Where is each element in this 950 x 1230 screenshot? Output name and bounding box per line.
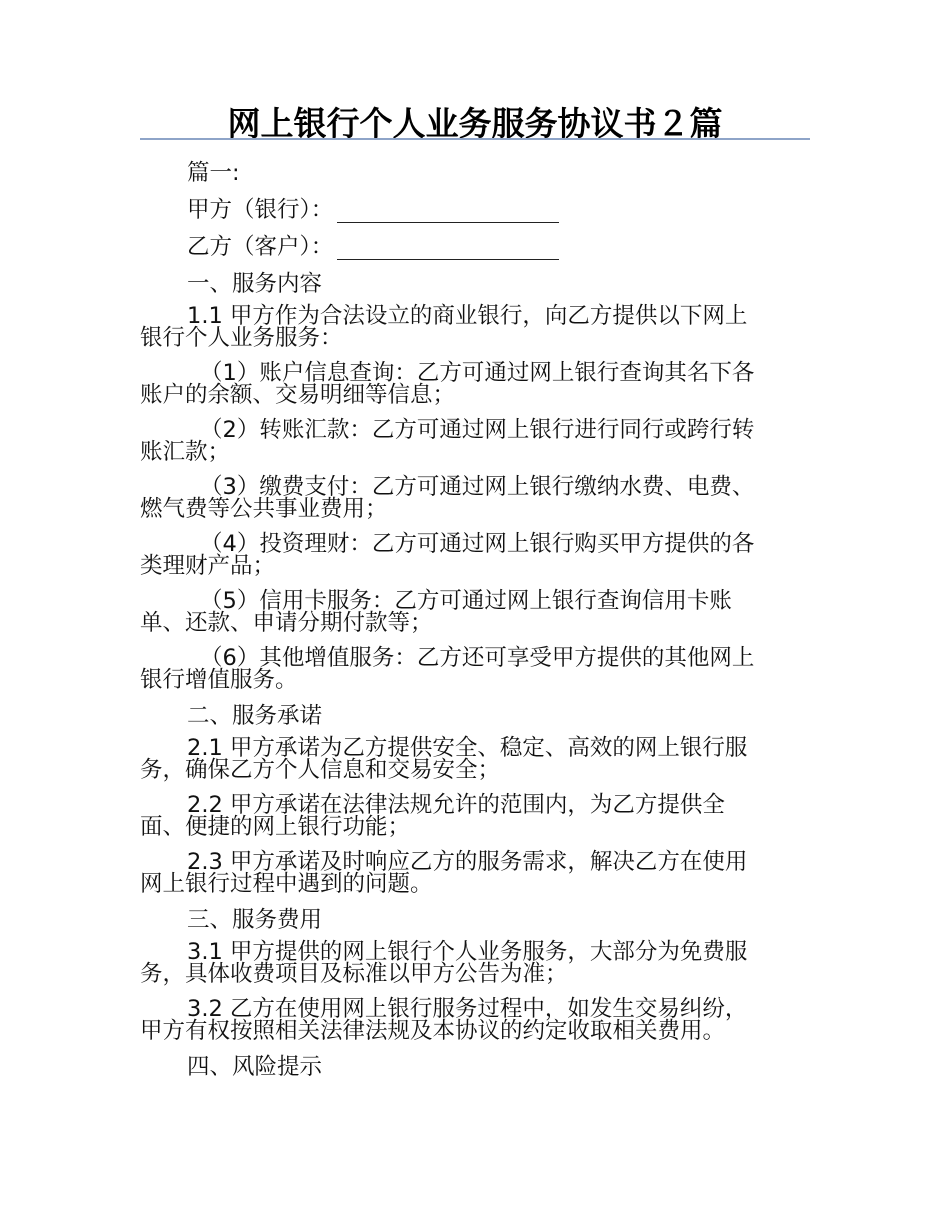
clause-paragraph [140,737,810,781]
paragraph-continuation: 务，确保乙方个人信息和交易安全； [140,757,501,783]
clause-paragraph [140,305,810,349]
clause-paragraph [140,476,810,520]
clause-paragraph [140,647,810,691]
paragraph-continuation: 账户的余额、交易明细等信息； [140,382,456,408]
paragraph-first-line: 2.2 甲方承诺在法律法规允许的范围内，为乙方提供全 [187,792,725,818]
clause-paragraph [140,941,810,985]
paragraph-first-line: （3）缴费支付：乙方可通过网上银行缴纳水费、电费、 [200,474,755,500]
part-label: 篇一: [187,160,240,186]
paragraph-continuation: 网上银行过程中遇到的问题。 [140,871,433,897]
document-body [140,155,810,1086]
clause-paragraph [140,851,810,895]
clause-paragraph [140,590,810,634]
paragraph-continuation: 银行个人业务服务： [140,325,343,351]
party-b-blank [337,233,559,260]
section-heading: 三、服务费用 [187,907,323,933]
title-underline [140,138,810,140]
paragraph-first-line: （6）其他增值服务：乙方还可享受甲方提供的其他网上 [200,645,755,671]
clause-paragraph [140,794,810,838]
document-title: 网上银行个人业务服务协议书２篇 [227,104,723,143]
paragraph-first-line: （2）转账汇款：乙方可通过网上银行进行同行或跨行转 [200,417,755,443]
clause-paragraph [140,533,810,577]
paragraph-first-line: 3.1 甲方提供的网上银行个人业务服务，大部分为免费服 [187,939,748,965]
clause-paragraph [140,998,810,1042]
paragraph-continuation: 账汇款； [140,439,231,465]
paragraph-continuation: 单、还款、申请分期付款等； [140,610,433,636]
paragraph-continuation: 务，具体收费项目及标准以甲方公告为准； [140,961,568,987]
paragraph-first-line: 2.1 甲方承诺为乙方提供安全、稳定、高效的网上银行服 [187,735,748,761]
paragraph-continuation: 面、便捷的网上银行功能； [140,814,411,840]
party-b-label: 乙方（客户）： [187,234,334,260]
paragraph-first-line: （5）信用卡服务：乙方可通过网上银行查询信用卡账 [200,588,732,614]
paragraph-continuation: 类理财产品； [140,553,276,579]
paragraph-first-line: 2.3 甲方承诺及时响应乙方的服务需求，解决乙方在使用 [187,849,748,875]
section-heading: 四、风险提示 [187,1054,323,1080]
paragraph-continuation: 燃气费等公共事业费用； [140,496,388,522]
paragraph-continuation: 银行增值服务。 [140,667,298,693]
clause-paragraph [140,362,810,406]
section-heading: 一、服务内容 [187,271,323,297]
paragraph-first-line: （1）账户信息查询：乙方可通过网上银行查询其名下各 [200,360,755,386]
paragraph-first-line: 3.2 乙方在使用网上银行服务过程中，如发生交易纠纷， [187,996,748,1022]
party-a-blank [337,196,559,223]
paragraph-first-line: 1.1 甲方作为合法设立的商业银行，向乙方提供以下网上 [187,303,748,329]
party-a-line [140,192,810,229]
party-b-line [140,229,810,266]
paragraph-first-line: （4）投资理财：乙方可通过网上银行购买甲方提供的各 [200,531,755,557]
section-heading: 二、服务承诺 [187,703,323,729]
party-a-label: 甲方（银行）： [187,197,334,223]
paragraph-continuation: 甲方有权按照相关法律法规及本协议的约定收取相关费用。 [140,1018,726,1044]
clause-paragraph [140,419,810,463]
